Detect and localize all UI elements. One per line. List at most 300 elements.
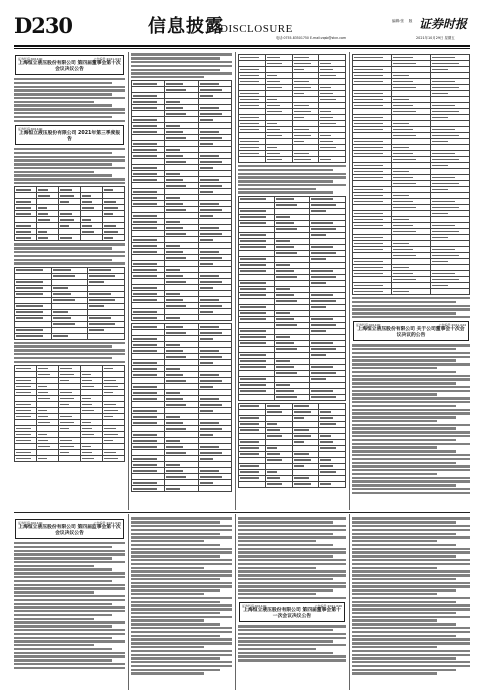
text-line: [352, 473, 437, 475]
text-line: [352, 551, 470, 553]
announcement-header: [15, 519, 124, 539]
text-line: [352, 536, 470, 538]
text-line: [14, 152, 112, 154]
table-row: [15, 235, 125, 241]
stock-code: 证券代码:601100: [242, 604, 267, 609]
text-line: [352, 589, 456, 591]
text-line: [352, 308, 470, 310]
text-line: [238, 578, 333, 580]
text-line: [352, 386, 470, 388]
issue-date: 2021年10月29日 星期五: [416, 36, 455, 40]
data-table: [238, 196, 346, 401]
text-line: [238, 659, 346, 661]
text-line: [131, 529, 232, 531]
table-cell: [51, 333, 88, 339]
text-line: [14, 652, 125, 654]
table-cell: [15, 456, 37, 462]
text-line: [352, 312, 456, 314]
text-line: [238, 551, 346, 553]
text-line: [14, 251, 125, 253]
section-title-cn: 信息披露: [148, 16, 224, 37]
text-line: [352, 390, 470, 392]
text-line: [238, 548, 346, 550]
body-text: [238, 625, 346, 661]
column-divider: [235, 514, 236, 690]
column-divider: [235, 52, 236, 510]
text-line: [14, 148, 125, 150]
table-row: [15, 333, 125, 339]
body-text: [131, 53, 232, 78]
table-cell: [88, 333, 125, 339]
body-text: [14, 243, 125, 264]
body-text: [14, 342, 125, 363]
text-line: [14, 345, 112, 347]
text-line: [352, 427, 456, 429]
column-6: [131, 516, 232, 688]
text-line: [352, 458, 470, 460]
announcement-header: [15, 125, 124, 145]
text-line: [352, 661, 470, 663]
text-line: [14, 663, 125, 665]
text-line: [14, 243, 125, 245]
text-line: [238, 525, 346, 527]
body-text: [14, 542, 125, 669]
text-line: [14, 262, 125, 264]
table-cell: [319, 481, 346, 487]
notice-number: 公告编号:2021-044: [438, 323, 466, 328]
text-line: [14, 644, 94, 646]
section-divider: [14, 512, 470, 513]
text-line: [352, 616, 470, 618]
text-line: [352, 316, 470, 318]
text-line: [131, 638, 232, 640]
table-cell: [292, 157, 319, 163]
text-line: [352, 420, 437, 422]
text-line: [131, 551, 232, 553]
announcement-title: 上海恒立液压股份有限公司 关于公司董事会十次会议决议的公告: [357, 327, 465, 339]
text-line: [131, 650, 232, 652]
text-line: [14, 595, 125, 597]
text-line: [352, 593, 437, 595]
text-line: [131, 601, 220, 603]
text-line: [352, 646, 437, 648]
table-cell: [37, 235, 59, 241]
text-line: [14, 591, 94, 593]
text-line: [14, 637, 112, 639]
column-3: [238, 52, 346, 510]
text-line: [14, 167, 125, 169]
text-line: [14, 259, 112, 261]
column-divider: [349, 514, 350, 690]
text-line: [352, 416, 456, 418]
text-line: [14, 247, 112, 249]
body-text: [238, 517, 346, 599]
text-line: [14, 86, 125, 88]
column-7: [238, 516, 346, 688]
text-line: [14, 621, 125, 623]
text-line: [14, 572, 125, 574]
text-line: [352, 638, 470, 640]
table-cell: [15, 235, 37, 241]
announcement-title: 上海恒立液压股份有限公司 2021年第三季度报告: [18, 130, 121, 142]
text-line: [238, 567, 316, 569]
text-line: [352, 435, 470, 437]
text-line: [352, 367, 437, 369]
text-line: [131, 69, 220, 71]
column-divider: [128, 514, 129, 690]
text-line: [352, 359, 456, 361]
text-line: [14, 112, 125, 114]
text-line: [352, 424, 470, 426]
text-line: [14, 561, 125, 563]
text-line: [131, 61, 232, 63]
text-line: [352, 393, 437, 395]
text-line: [131, 525, 232, 527]
text-line: [352, 544, 456, 546]
data-table: [14, 186, 125, 241]
table-cell: [198, 486, 231, 492]
text-line: [352, 657, 456, 659]
text-line: [131, 582, 232, 584]
announcement-header: [15, 55, 124, 75]
text-line: [14, 342, 125, 344]
text-line: [14, 625, 112, 627]
body-text: [131, 517, 232, 674]
text-line: [238, 589, 333, 591]
text-line: [238, 633, 346, 635]
table-cell: [132, 315, 165, 321]
text-line: [131, 642, 232, 644]
text-line: [14, 120, 125, 122]
text-line: [352, 642, 470, 644]
text-line: [131, 567, 204, 569]
text-line: [238, 637, 346, 639]
data-table: [238, 54, 346, 163]
data-table: [131, 323, 232, 492]
text-line: [14, 178, 125, 180]
contact-line: 电话:0755-83501750 E-mail:zqsb@stcn.com: [276, 36, 347, 40]
text-line: [238, 582, 346, 584]
table-cell: [239, 157, 266, 163]
body-text: [352, 517, 470, 674]
text-line: [131, 563, 232, 565]
text-line: [14, 565, 94, 567]
table-cell: [59, 235, 81, 241]
text-line: [352, 529, 470, 531]
text-line: [131, 72, 232, 74]
text-line: [352, 431, 470, 433]
table-row: [239, 394, 346, 400]
text-line: [238, 540, 316, 542]
text-line: [14, 655, 125, 657]
text-line: [14, 599, 125, 601]
text-line: [352, 375, 470, 377]
text-line: [14, 108, 125, 110]
text-line: [131, 631, 232, 633]
stock-code: 证券代码:601100: [18, 126, 43, 131]
body-text: [352, 297, 470, 318]
text-line: [14, 550, 125, 552]
text-line: [352, 480, 470, 482]
text-line: [238, 655, 346, 657]
table-cell: [103, 235, 125, 241]
text-line: [238, 597, 346, 599]
table-cell: [431, 289, 470, 295]
text-line: [352, 578, 456, 580]
text-line: [14, 584, 125, 586]
text-line: [14, 640, 125, 642]
text-line: [14, 159, 125, 161]
table-row: [15, 456, 125, 462]
text-line: [352, 619, 437, 621]
text-line: [131, 517, 232, 519]
text-line: [238, 180, 333, 182]
text-line: [238, 644, 346, 646]
text-line: [131, 65, 232, 67]
text-line: [238, 188, 316, 190]
text-line: [14, 78, 125, 80]
text-line: [131, 661, 232, 663]
text-line: [238, 169, 333, 171]
notice-number: 公告编号:2021-043: [93, 57, 121, 61]
text-line: [14, 163, 112, 165]
text-line: [14, 557, 112, 559]
text-line: [352, 582, 470, 584]
text-line: [14, 97, 125, 99]
table-cell: [165, 315, 198, 321]
text-line: [14, 361, 125, 363]
table-cell: [292, 481, 319, 487]
text-line: [238, 521, 333, 523]
text-line: [352, 665, 470, 667]
text-line: [238, 563, 346, 565]
table-cell: [59, 456, 81, 462]
text-line: [131, 612, 220, 614]
text-line: [238, 176, 346, 178]
notice-number: 公告编号:2021-045: [93, 521, 121, 525]
text-line: [352, 382, 456, 384]
text-line: [14, 576, 125, 578]
data-table: [14, 365, 125, 462]
column-1: [14, 52, 125, 510]
text-line: [238, 533, 333, 535]
text-line: [352, 301, 456, 303]
text-line: [14, 606, 125, 608]
table-cell: [319, 157, 346, 163]
text-line: [14, 82, 112, 84]
table-cell: [198, 315, 231, 321]
text-line: [352, 484, 456, 486]
text-line: [131, 623, 220, 625]
text-line: [14, 580, 112, 582]
text-line: [14, 546, 112, 548]
text-line: [352, 635, 456, 637]
table-cell: [239, 481, 266, 487]
text-line: [14, 255, 125, 257]
stock-code: 证券代码:601100: [18, 521, 43, 525]
text-line: [14, 629, 125, 631]
body-text: [238, 165, 346, 194]
data-table: [131, 80, 232, 321]
section-title-en: DISCLOSURE: [220, 23, 293, 35]
text-line: [131, 559, 232, 561]
text-line: [14, 618, 94, 620]
text-line: [14, 349, 125, 351]
text-line: [238, 593, 316, 595]
text-line: [352, 525, 470, 527]
table-cell: [15, 333, 52, 339]
text-line: [131, 540, 204, 542]
text-line: [14, 667, 125, 669]
text-line: [352, 356, 470, 358]
data-table: [352, 54, 470, 295]
text-line: [352, 654, 470, 656]
text-line: [131, 578, 220, 580]
text-line: [352, 555, 456, 557]
table-cell: [132, 486, 165, 492]
text-line: [352, 601, 456, 603]
text-line: [14, 89, 125, 91]
table-cell: [81, 456, 103, 462]
text-line: [352, 363, 470, 365]
body-text: [14, 148, 125, 184]
text-line: [131, 616, 232, 618]
stock-code: 证券代码:601100: [18, 57, 43, 61]
text-line: [238, 625, 346, 627]
text-line: [352, 401, 470, 403]
text-line: [14, 116, 112, 118]
text-line: [352, 650, 470, 652]
text-line: [352, 297, 470, 299]
text-line: [352, 585, 470, 587]
text-line: [131, 593, 204, 595]
table-cell: [392, 289, 431, 295]
column-4: [352, 52, 470, 510]
column-8: [352, 516, 470, 688]
announcement-header: [353, 321, 469, 341]
table-cell: [353, 289, 392, 295]
table-cell: [310, 394, 346, 400]
text-line: [238, 191, 333, 193]
text-line: [131, 521, 220, 523]
column-2: [131, 52, 232, 510]
masthead: [14, 14, 470, 44]
text-line: [352, 409, 470, 411]
table-row: [239, 157, 346, 163]
table-row: [132, 315, 232, 321]
text-line: [352, 608, 470, 610]
text-line: [14, 182, 125, 184]
text-line: [352, 540, 437, 542]
text-line: [352, 446, 437, 448]
text-line: [352, 604, 470, 606]
text-line: [14, 357, 112, 359]
text-line: [14, 633, 125, 635]
page-number: D230: [14, 13, 73, 38]
text-line: [352, 492, 470, 494]
text-line: [352, 597, 470, 599]
text-line: [352, 344, 470, 346]
text-line: [352, 517, 470, 519]
text-line: [352, 631, 470, 633]
text-line: [14, 542, 125, 544]
text-line: [238, 648, 316, 650]
text-line: [131, 619, 204, 621]
text-line: [131, 555, 220, 557]
text-line: [352, 672, 437, 674]
text-line: [352, 548, 470, 550]
text-line: [14, 659, 112, 661]
announcement-title: 上海恒立液压股份有限公司 第四届监事会第十次会议决议公告: [18, 525, 121, 536]
text-line: [352, 352, 470, 354]
text-line: [131, 53, 232, 55]
announcement-title: 上海恒立液压股份有限公司 第四届董事会第十次会议决议公告: [18, 61, 121, 72]
text-line: [14, 587, 125, 589]
text-line: [352, 469, 470, 471]
text-line: [352, 623, 456, 625]
text-line: [352, 567, 437, 569]
text-line: [352, 627, 470, 629]
text-line: [238, 559, 346, 561]
text-line: [238, 184, 346, 186]
table-cell: [37, 456, 59, 462]
text-line: [14, 353, 125, 355]
text-line: [238, 640, 333, 642]
text-line: [131, 597, 232, 599]
text-line: [14, 104, 112, 106]
text-line: [131, 635, 220, 637]
text-line: [14, 610, 125, 612]
notice-number: 公告编号:2021-046: [314, 604, 342, 609]
text-line: [14, 568, 112, 570]
text-line: [238, 585, 346, 587]
text-line: [131, 627, 232, 629]
text-line: [238, 165, 346, 167]
text-line: [352, 488, 470, 490]
text-line: [131, 533, 220, 535]
text-line: [352, 305, 470, 307]
stock-code: 证券代码:601100: [356, 323, 381, 328]
text-line: [352, 533, 456, 535]
text-line: [131, 76, 204, 78]
text-line: [14, 614, 112, 616]
table-cell: [239, 394, 275, 400]
table-cell: [81, 235, 103, 241]
text-line: [352, 397, 470, 399]
text-line: [238, 536, 346, 538]
text-line: [131, 536, 232, 538]
text-line: [131, 654, 232, 656]
announcement-header: [239, 602, 345, 622]
text-line: [238, 574, 346, 576]
text-line: [238, 570, 346, 572]
text-line: [352, 450, 456, 452]
text-line: [352, 521, 456, 523]
body-text: [352, 344, 470, 494]
text-line: [352, 477, 470, 479]
text-line: [131, 544, 220, 546]
text-line: [131, 672, 204, 674]
masthead-rule-thin: [14, 48, 470, 49]
text-line: [238, 173, 346, 175]
text-line: [352, 348, 456, 350]
text-line: [352, 378, 470, 380]
text-line: [131, 608, 232, 610]
text-line: [352, 443, 470, 445]
text-line: [352, 439, 456, 441]
text-line: [238, 517, 346, 519]
data-table: [14, 267, 125, 340]
